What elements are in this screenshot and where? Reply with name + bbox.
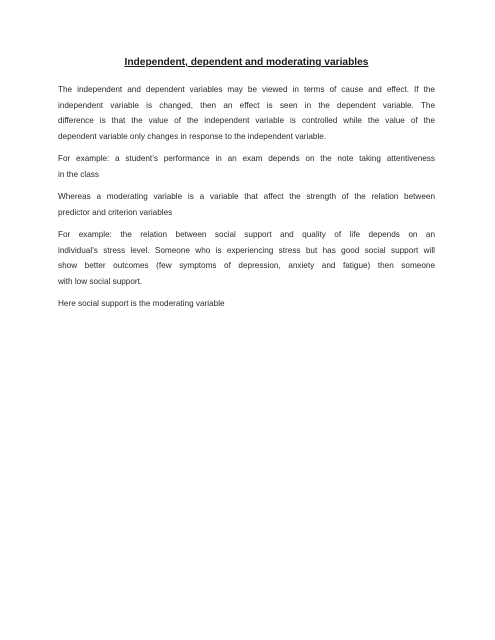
paragraph-example-1 — [58, 151, 435, 182]
paragraph-line: The independent and dependent variables may be viewed in terms of cause and effect. If the — [58, 85, 435, 94]
paragraph-example-2 — [58, 227, 435, 289]
paragraph-line: show better outcomes (few symptoms of depression, anxiety and fatigue) then someone — [58, 261, 435, 270]
document-title: Independent, dependent and moderating variables — [124, 57, 369, 68]
paragraph-line: For example: a student’s performance in an exam depends on the note taking attentiveness — [58, 154, 435, 163]
paragraph-line: For example: the relation between social support and quality of life depends on an — [58, 230, 435, 239]
document-body — [58, 56, 435, 319]
paragraph-moderating-definition — [58, 189, 435, 220]
paragraph-line: with low social support. — [58, 276, 143, 286]
paragraph-line: independent variable is changed, then an effect is seen in the dependent variable. The — [58, 100, 435, 110]
paragraph-line: individual’s stress level. Someone who is experiencing stress but has good social support will — [58, 245, 435, 255]
paragraph-line: predictor and criterion variables — [58, 207, 173, 217]
paragraph-definition — [58, 82, 435, 144]
paragraph-conclusion — [58, 296, 435, 312]
paragraph-line: in the class — [58, 169, 99, 179]
paragraph-line: Here social support is the moderating variable — [58, 299, 225, 308]
paragraph-line: dependent variable only changes in response to the independent variable. — [58, 131, 327, 141]
paragraph-line: difference is that the value of the independent variable is controlled while the value of the — [58, 116, 435, 125]
paragraph-line: Whereas a moderating variable is a variable that affect the strength of the relation between — [58, 192, 435, 201]
